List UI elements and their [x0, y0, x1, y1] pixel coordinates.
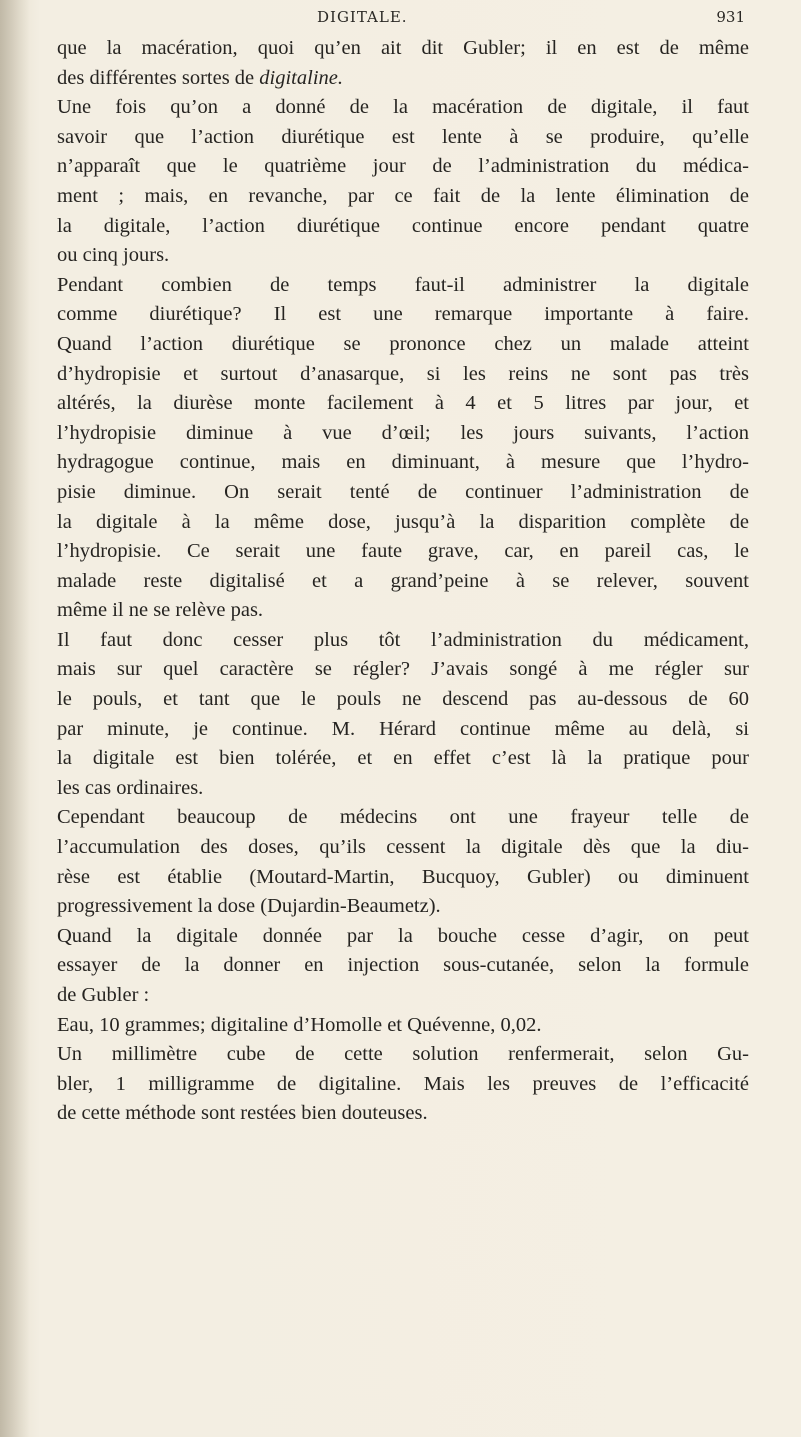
- text-line: [57, 212, 749, 242]
- text-line: [57, 389, 749, 419]
- text-line: [57, 833, 749, 863]
- text-line-content: ment ; mais, en revanche, par ce fait de la lente élimination de: [57, 184, 749, 207]
- text-line-content: des différentes sortes de: [57, 66, 260, 89]
- text-line-content: Pendant combien de temps faut-il administrer la digitale: [57, 273, 749, 296]
- text-line-content: ou cinq jours.: [57, 244, 170, 267]
- text-line: [57, 744, 749, 774]
- text-line: [57, 803, 749, 833]
- body-text: [57, 34, 749, 1129]
- text-line-content: la digitale, l’action diurétique continue encore pendant quatre: [57, 214, 749, 237]
- text-line-content: mais sur quel caractère se régler? J’avais songé à me régler sur: [57, 658, 749, 681]
- text-line-content: que la macération, quoi qu’en ait dit Gubler; il en est de même: [57, 37, 749, 59]
- text-line: [57, 330, 749, 360]
- text-line-content: Quand la digitale donnée par la bouche cesse d’agir, on peut: [57, 924, 749, 947]
- text-line: [57, 1070, 749, 1100]
- text-line: [57, 34, 749, 64]
- text-line-content: rèse est établie (Moutard-Martin, Bucquoy, Gubler) ou diminuent: [57, 865, 749, 888]
- text-line: [57, 1011, 749, 1041]
- binding-shadow: [0, 0, 30, 1437]
- text-line: [57, 508, 749, 538]
- text-line: [57, 596, 749, 626]
- text-line-content: Eau, 10 grammes; digitaline d’Homolle et Quévenne, 0,02.: [57, 1013, 542, 1036]
- text-line-content: d’hydropisie et surtout d’anasarque, si les reins ne sont pas très: [57, 362, 749, 385]
- text-line-content: Cependant beaucoup de médecins ont une frayeur telle de: [57, 806, 749, 829]
- text-line: [57, 1040, 749, 1070]
- text-line-content: l’hydropisie. Ce serait une faute grave, car, en pareil cas, le: [57, 540, 749, 563]
- text-line-content: Un millimètre cube de cette solution renfermerait, selon Gu-: [57, 1043, 749, 1066]
- text-line-content: comme diurétique? Il est une remarque importante à faire.: [57, 303, 749, 326]
- text-line: [57, 685, 749, 715]
- text-line-content: Une fois qu’on a donné de la macération de digitale, il faut: [57, 96, 749, 119]
- text-line-content: le pouls, et tant que le pouls ne descend pas au-dessous de 60: [57, 688, 749, 711]
- text-line-content: la digitale est bien tolérée, et en effet c’est là la pratique pour: [57, 747, 749, 770]
- text-line-content: savoir que l’action diurétique est lente à se produire, qu’elle: [57, 125, 749, 148]
- text-line: [57, 1099, 749, 1129]
- text-line-content: essayer de la donner en injection sous-cutanée, selon la formule: [57, 954, 749, 977]
- text-line-content: pisie diminue. On serait tenté de continuer l’administration de: [57, 480, 749, 503]
- running-title: DIGITALE.: [317, 8, 408, 26]
- text-line-content: malade reste digitalisé et a grand’peine à se relever, souvent: [57, 569, 749, 592]
- text-line: [57, 93, 749, 123]
- text-line: [57, 123, 749, 153]
- text-line: [57, 360, 749, 390]
- page-header: [57, 4, 757, 32]
- text-line: [57, 626, 749, 656]
- text-line-content: les cas ordinaires.: [57, 776, 204, 799]
- text-line: [57, 152, 749, 182]
- text-line-content: la digitale à la même dose, jusqu’à la disparition complète de: [57, 510, 749, 533]
- text-line: [57, 981, 749, 1011]
- text-line: [57, 182, 749, 212]
- text-line: [57, 892, 749, 922]
- text-line-content: l’accumulation des doses, qu’ils cessent la digitale dès que la diu-: [57, 836, 749, 859]
- text-line-content: hydragogue continue, mais en diminuant, à mesure que l’hydro-: [57, 451, 749, 474]
- text-line-content: n’apparaît que le quatrième jour de l’administration du médica-: [57, 155, 749, 178]
- text-line: [57, 64, 749, 94]
- text-line-content: Il faut donc cesser plus tôt l’administration du médicament,: [57, 628, 749, 651]
- text-line-content: altérés, la diurèse monte facilement à 4 et 5 litres par jour, et: [57, 392, 749, 415]
- text-line: [57, 655, 749, 685]
- text-line: [57, 419, 749, 449]
- text-line: [57, 774, 749, 804]
- text-line: [57, 715, 749, 745]
- text-line-content: de cette méthode sont restées bien douteuses.: [57, 1102, 428, 1125]
- text-line: [57, 951, 749, 981]
- text-line: [57, 863, 749, 893]
- text-line: [57, 241, 749, 271]
- text-line-content: par minute, je continue. M. Hérard continue même au delà, si: [57, 717, 749, 740]
- text-line-content: Quand l’action diurétique se prononce chez un malade atteint: [57, 332, 749, 355]
- text-line-content: même il ne se relève pas.: [57, 599, 264, 622]
- text-line: [57, 271, 749, 301]
- text-line: [57, 537, 749, 567]
- text-line-content: de Gubler :: [57, 984, 150, 1006]
- text-line: [57, 478, 749, 508]
- page-number: 931: [716, 8, 745, 26]
- italic-term: digitaline.: [259, 66, 343, 89]
- text-line-content: progressivement la dose (Dujardin-Beaumetz).: [57, 895, 441, 918]
- text-line: [57, 300, 749, 330]
- text-line-content: l’hydropisie diminue à vue d’œil; les jours suivants, l’action: [57, 421, 749, 444]
- text-line-content: bler, 1 milligramme de digitaline. Mais les preuves de l’efficacité: [57, 1072, 749, 1095]
- text-line: [57, 567, 749, 597]
- text-line: [57, 448, 749, 478]
- text-line: [57, 922, 749, 952]
